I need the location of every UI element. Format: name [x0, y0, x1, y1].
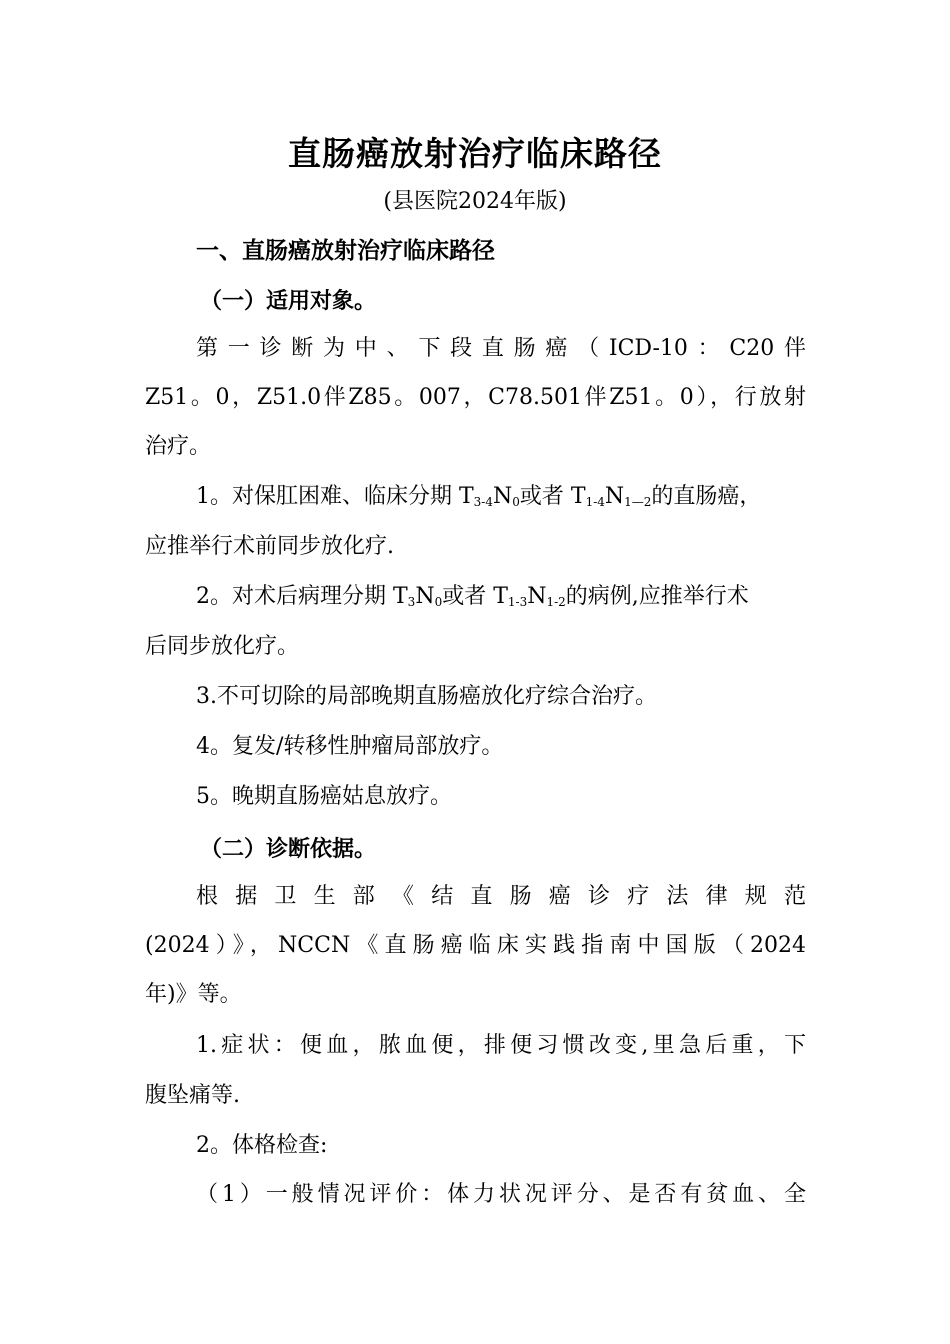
exam-item-1: （1）一般情况评价：体力状况评分、是否有贫血、全	[196, 1182, 806, 1207]
document-title: 直肠癌放射治疗临床路径	[288, 134, 662, 173]
document-subtitle: (县医院2024年版)	[383, 189, 567, 214]
list-item-4: 4。复发/转移性肿瘤局部放疗。	[196, 734, 504, 759]
paragraph-line: Z51。0，Z51.0伴Z85。007，C78.501伴Z51。0），行放射	[145, 385, 806, 410]
list-item-1: 1。对保肛困难、临床分期 $T_{3-4}N_0$或者 $T_{1-4}N_{1—2}$的直肠癌，	[196, 484, 762, 509]
subsection-heading-diagnosis: （二）诊断依据。	[200, 836, 377, 862]
paragraph-line: 年)》等。	[145, 982, 242, 1007]
paragraph-line: 根据卫生部《结直肠癌诊疗法律规范	[196, 884, 806, 909]
paragraph-line: 第一诊断为中、下段直肠癌（ICD-10：C20伴	[196, 336, 806, 361]
exam-heading: 2。体格检查:	[196, 1133, 328, 1158]
list-item-3: 3.不可切除的局部晚期直肠癌放化疗综合治疗。	[196, 684, 657, 709]
section-heading: 一、直肠癌放射治疗临床路径	[196, 238, 495, 264]
list-item-5: 5。晚期直肠癌姑息放疗。	[196, 784, 452, 809]
symptom-line: 1.症状：便血，脓血便，排便习惯改变,里急后重，下	[196, 1033, 806, 1058]
paragraph-line: 治疗。	[145, 434, 212, 459]
paragraph-line: (2024）》，NCCN《直肠癌临床实践指南中国版（2024	[145, 933, 806, 958]
paragraph-line: 腹坠痛等.	[145, 1083, 240, 1108]
list-item-2: 2。对术后病理分期 $T_3N_0$或者 $T_{1-3}N_{1-2}$的病例,应推举行术	[196, 584, 749, 609]
paragraph-line: 后同步放化疗。	[145, 634, 300, 659]
subsection-heading-applicable: （一）适用对象。	[200, 288, 377, 314]
paragraph-line: 应推举行术前同步放化疗.	[145, 534, 394, 559]
